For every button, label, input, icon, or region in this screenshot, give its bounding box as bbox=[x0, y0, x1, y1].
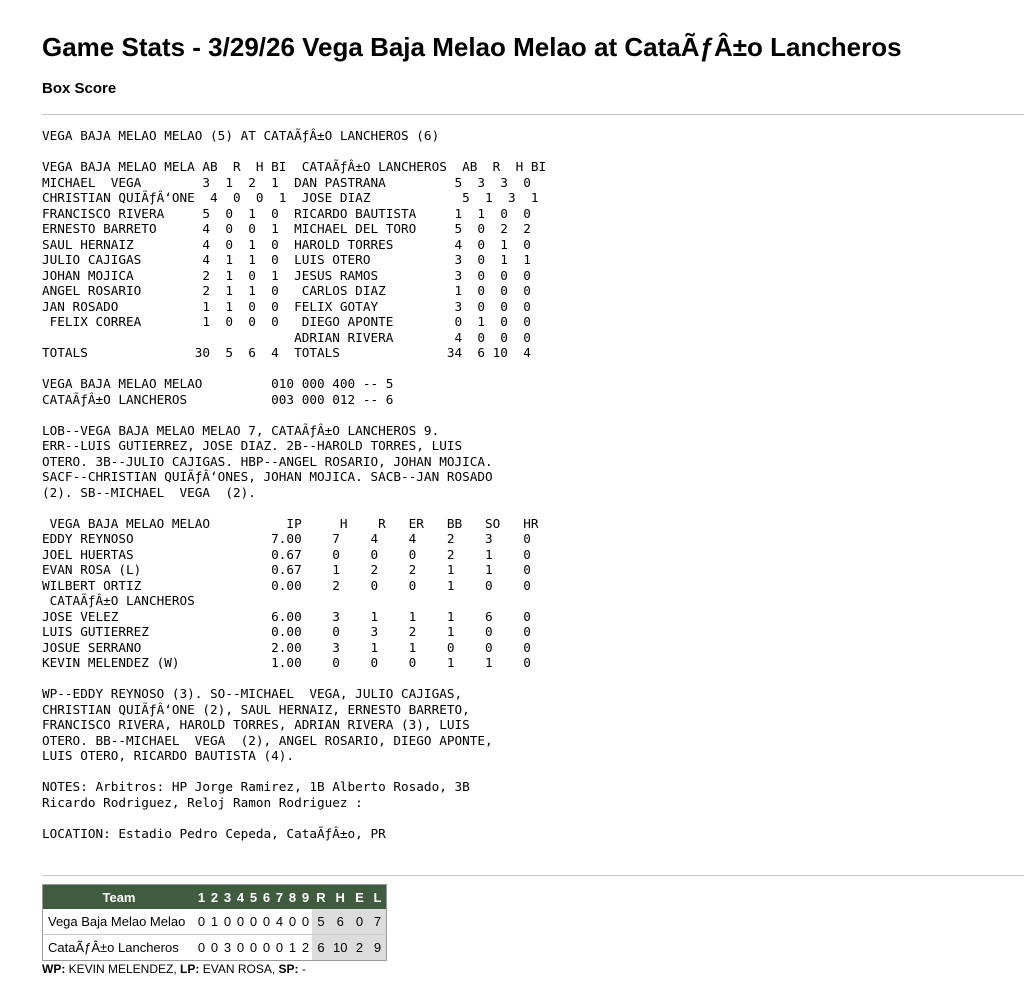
total-hits: 10 bbox=[330, 935, 350, 961]
header-inning: 7 bbox=[273, 885, 286, 910]
lp-value: EVAN ROSA, bbox=[199, 962, 279, 976]
inning-score: 0 bbox=[299, 909, 312, 935]
inning-score: 0 bbox=[234, 909, 247, 935]
header-team: Team bbox=[43, 885, 196, 910]
wp-label: WP: bbox=[42, 962, 66, 976]
header-inning: 1 bbox=[195, 885, 208, 910]
lp-label: LP: bbox=[180, 962, 200, 976]
inning-score: 4 bbox=[273, 909, 286, 935]
wp-value: KEVIN MELENDEZ, bbox=[65, 962, 181, 976]
header-lob: L bbox=[368, 885, 387, 910]
inning-score: 0 bbox=[195, 909, 208, 935]
inning-score: 0 bbox=[286, 909, 299, 935]
total-runs: 5 bbox=[312, 909, 330, 935]
team-name: CataÃƒÂ±o Lancheros bbox=[48, 940, 179, 955]
pitching-decisions bbox=[42, 962, 306, 976]
linescore-row-home bbox=[43, 935, 387, 961]
inning-score: 0 bbox=[262, 940, 271, 955]
linescore-row-away bbox=[43, 909, 387, 935]
inning-score: 1 bbox=[208, 909, 221, 935]
total-lob: 9 bbox=[368, 935, 387, 961]
inning-score: 0 bbox=[260, 909, 273, 935]
team-name: Vega Baja Melao Melao bbox=[43, 909, 196, 935]
sp-value: - bbox=[298, 962, 306, 976]
inning-score: 0 bbox=[197, 940, 206, 955]
page-title: Game Stats - 3/29/26 Vega Baja Melao Melao at CataÃƒÂ±o Lancheros bbox=[42, 32, 902, 62]
header-errors: E bbox=[350, 885, 368, 910]
header-inning: 9 bbox=[299, 885, 312, 910]
inning-score: 2 bbox=[301, 940, 310, 955]
total-lob: 7 bbox=[368, 909, 387, 935]
inning-score: 0 bbox=[210, 940, 219, 955]
inning-score: 0 bbox=[275, 940, 284, 955]
header-inning: 4 bbox=[234, 885, 247, 910]
inning-score: 0 bbox=[236, 940, 245, 955]
header-inning: 6 bbox=[260, 885, 273, 910]
sp-label: SP: bbox=[278, 962, 299, 976]
box-score-text: VEGA BAJA MELAO MELAO (5) AT CATAÃƒÂ±O LANCHEROS (6) VEGA BAJA MELAO MELA AB R H BI CATAÃƒÂ±O LANCHEROS AB R H BI MICHAEL VEGA 3 1 2 1 DAN PASTRANA 5 3 3 0 CHRISTIAN QUIÃƒÂ‘ONE 4 0 0 1 JOSE DIAZ 5 1 3 1 FRANCISCO RIVERA 5 0 1 0 RICARDO BAUTISTA 1 1 0 0 ERNESTO BARRETO 4 0 0 1 MICHAEL DEL TORO 5 0 2 2 SAUL HERNAIZ 4 0 1 0 HAROLD TORRES 4 0 1 0 JULIO CAJIGAS 4 1 1 0 LUIS OTERO 3 0 1 1 JOHAN MOJICA 2 1 0 1 JESUS RAMOS 3 0 0 0 ANGEL ROSARIO 2 1 1 0 CARLOS DIAZ 1 0 0 0 JAN ROSADO 1 1 0 0 FELIX GOTAY 3 0 0 0 FELIX CORREA 1 0 0 0 DIEGO APONTE 0 1 0 0 ADRIAN RIVERA 4 0 0 0 TOTALS 30 5 6 4 TOTALS 34 6 10 4 VEGA BAJA MELAO MELAO 010 000 400 -- 5 CATAÃƒÂ±O LANCHEROS 003 000 012 -- 6 LOB--VEGA BAJA MELAO MELAO 7, CATAÃƒÂ±O LANCHEROS 9. ERR--LUIS GUTIERREZ, JOSE DIAZ. 2B--HAROLD TORRES, LUIS OTERO. 3B--JULIO CAJIGAS. HBP--ANGEL ROSARIO, JOHAN MOJICA. SACF--CHRISTIAN QUIÃƒÂ‘ONES, JOHAN MOJICA. SACB--JAN ROSADO (2). SB--MICHAEL VEGA (2). VEGA BAJA MELAO MELAO IP H R ER BB SO HR EDDY REYNOSO 7.00 7 4 4 2 3 0 JOEL HUERTAS 0.67 0 0 0 2 1 0 EVAN ROSA (L) 0.67 1 2 2 1 1 0 WILBERT ORTIZ 0.00 2 0 0 1 0 0 CATAÃƒÂ±O LANCHEROS JOSE VELEZ 6.00 3 1 1 1 6 0 LUIS GUTIERREZ 0.00 0 3 2 1 0 0 JOSUE SERRANO 2.00 3 1 1 0 0 0 KEVIN MELENDEZ (W) 1.00 0 0 0 1 1 0 WP--EDDY REYNOSO (3). SO--MICHAEL VEGA, JULIO CAJIGAS, CHRISTIAN QUIÃƒÂ‘ONE (2), SAUL HERNAIZ, ERNESTO BARRETO, FRANCISCO RIVERA, HAROLD TORRES, ADRIAN RIVERA (3), LUIS OTERO. BB--MICHAEL VEGA (2), ANGEL ROSARIO, DIEGO APONTE, LUIS OTERO, RICARDO BAUTISTA (4). NOTES: Arbitros: HP Jorge Ramirez, 1B Alberto Rosado, 3B Ricardo Rodriguez, Reloj Ramon Rodriguez : LOCATION: Estadio Pedro Cepeda, CataÃƒÂ±o, PR bbox=[42, 128, 547, 841]
header-inning: 3 bbox=[221, 885, 234, 910]
total-runs: 6 bbox=[312, 935, 330, 961]
top-divider bbox=[42, 114, 1024, 115]
inning-score: 0 bbox=[247, 909, 260, 935]
inning-score: 1 bbox=[288, 940, 297, 955]
header-inning: 8 bbox=[286, 885, 299, 910]
linescore-table bbox=[42, 884, 387, 961]
inning-score: 3 bbox=[223, 940, 232, 955]
total-errors: 2 bbox=[350, 935, 368, 961]
box-score-heading: Box Score bbox=[42, 80, 117, 97]
inning-score: 0 bbox=[249, 940, 258, 955]
header-inning: 2 bbox=[208, 885, 221, 910]
header-runs: R bbox=[312, 885, 330, 910]
linescore-header-row bbox=[43, 885, 387, 910]
inning-score: 0 bbox=[221, 909, 234, 935]
header-inning: 5 bbox=[247, 885, 260, 910]
total-errors: 0 bbox=[350, 909, 368, 935]
total-hits: 6 bbox=[330, 909, 350, 935]
bottom-divider bbox=[42, 875, 1024, 876]
header-hits: H bbox=[330, 885, 350, 910]
